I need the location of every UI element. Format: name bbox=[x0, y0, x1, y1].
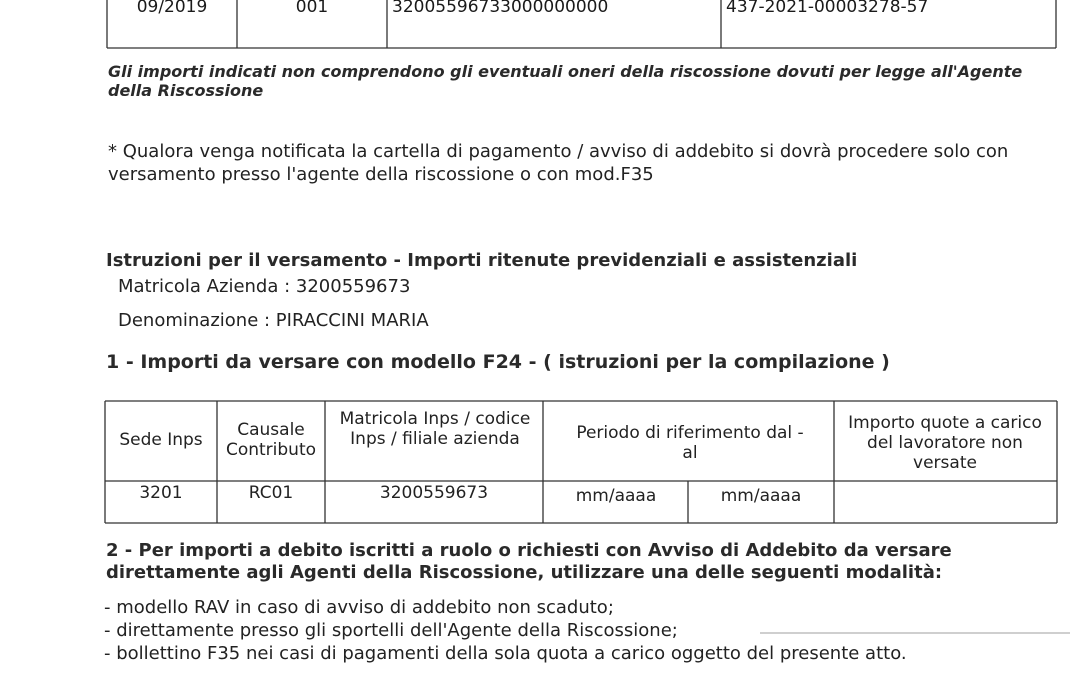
option-sportelli: - direttamente presso gli sportelli dell'Agente della Riscossione; bbox=[104, 620, 678, 641]
top-row-code: 001 bbox=[295, 0, 329, 17]
oneri-note: Gli importi indicati non comprendono gli eventuali oneri della riscossione dovuti per legge all'Agente della Riscossione bbox=[108, 62, 1023, 100]
option-rav: - modello RAV in caso di avviso di addebito non scaduto; bbox=[104, 597, 614, 618]
top-row-number: 32005596733000000000 bbox=[392, 0, 609, 17]
cell-sede: 3201 bbox=[139, 483, 183, 503]
cell-causale: RC01 bbox=[248, 483, 294, 503]
header-causale: Causale Contributo bbox=[225, 420, 317, 460]
cell-matricola: 3200559673 bbox=[379, 483, 489, 503]
section2-heading: 2 - Per importi a debito iscritti a ruolo o richiesti con Avviso di Addebito da versare direttamente agli Agenti della Riscossione, utilizzare una delle seguenti modalità: bbox=[106, 540, 952, 583]
denominazione: Denominazione : PIRACCINI MARIA bbox=[118, 310, 429, 331]
scan-artifact-line bbox=[760, 632, 1070, 634]
section1-heading: 1 - Importi da versare con modello F24 - ( istruzioni per la compilazione ) bbox=[106, 351, 890, 373]
top-row-reference: 437-2021-00003278-57 bbox=[726, 0, 929, 17]
header-periodo: Periodo di riferimento dal - al bbox=[576, 423, 804, 463]
cartella-note: * Qualora venga notificata la cartella di pagamento / avviso di addebito si dovrà procedere solo con versamento presso l'agente della riscossione o con mod.F35 bbox=[108, 141, 1009, 185]
cell-dal: mm/aaaa bbox=[575, 486, 657, 506]
option-f35: - bollettino F35 nei casi di pagamenti della sola quota a carico oggetto del presente atto. bbox=[104, 643, 907, 664]
istruzioni-heading: Istruzioni per il versamento - Importi ritenute previdenziali e assistenziali bbox=[106, 250, 858, 271]
matricola-azienda: Matricola Azienda : 3200559673 bbox=[118, 276, 411, 297]
header-matricola: Matricola Inps / codice Inps / filiale azienda bbox=[339, 409, 531, 449]
cell-al: mm/aaaa bbox=[720, 486, 802, 506]
top-row-period: 09/2019 bbox=[136, 0, 208, 17]
header-importo: Importo quote a carico del lavoratore non versate bbox=[848, 413, 1042, 473]
header-sede-inps: Sede Inps bbox=[119, 430, 203, 450]
